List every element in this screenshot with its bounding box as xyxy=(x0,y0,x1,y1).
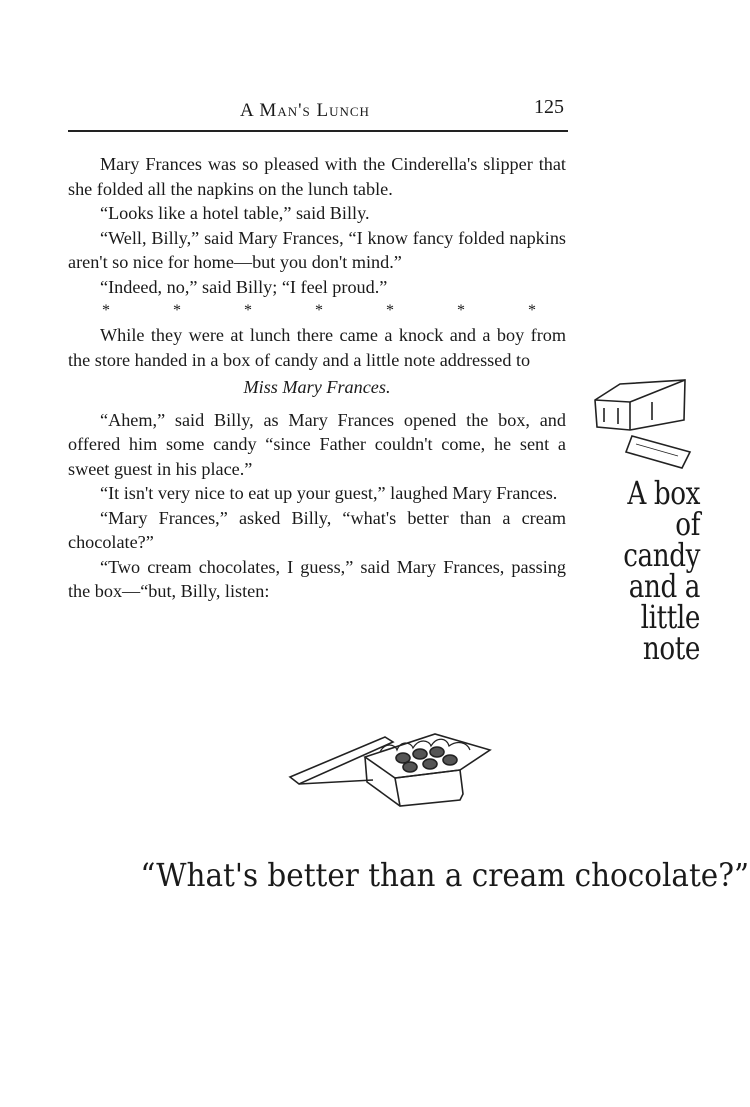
star: * xyxy=(244,302,252,319)
star: * xyxy=(102,302,110,319)
paragraph: “Well, Billy,” said Mary Frances, “I know fancy folded napkins aren't so nice for home—but you don't mind.” xyxy=(68,227,566,272)
side-caption-line: A box xyxy=(627,474,700,512)
page-number: 125 xyxy=(534,96,564,118)
star: * xyxy=(386,302,394,319)
paragraph: “Two cream chocolates, I guess,” said Mary Frances, passing the box—“but, Billy, listen: xyxy=(68,556,566,601)
side-caption xyxy=(598,474,701,667)
open-candy-box-illustration xyxy=(285,722,500,812)
paragraph: “Mary Frances,” asked Billy, “what's better than a cream chocolate?” xyxy=(68,507,566,552)
side-caption-line: and a xyxy=(628,567,700,605)
paragraph: “It isn't very nice to eat up your guest,” laughed Mary Frances. xyxy=(100,483,558,503)
star: * xyxy=(457,302,465,319)
star: * xyxy=(528,302,536,319)
page-header xyxy=(68,96,568,132)
paragraph: Mary Frances was so pleased with the Cinderella's slipper that she folded all the napkins on the lunch table. xyxy=(68,154,566,199)
paragraph: “Ahem,” said Billy, as Mary Frances opened the box, and offered him some candy “since Father couldn't come, he sent a sweet guest in his place.” xyxy=(68,409,566,479)
star: * xyxy=(173,302,181,319)
side-caption-line: little note xyxy=(640,598,700,667)
star: * xyxy=(315,302,323,319)
running-head: A Man's Lunch xyxy=(240,100,370,121)
bottom-caption: “What's better than a cream chocolate?” xyxy=(140,856,750,894)
section-break-stars xyxy=(68,299,566,323)
candy-box-note-illustration xyxy=(590,372,700,477)
body-text xyxy=(68,152,566,604)
paragraph: While they were at lunch there came a knock and a boy from the store handed in a box of candy and a little note addressed to xyxy=(68,325,566,370)
side-caption-line: of candy xyxy=(623,505,700,574)
paragraph: “Looks like a hotel table,” said Billy. xyxy=(100,203,370,223)
note-addressee: Miss Mary Frances. xyxy=(243,377,391,397)
paragraph: “Indeed, no,” said Billy; “I feel proud.” xyxy=(100,276,388,297)
